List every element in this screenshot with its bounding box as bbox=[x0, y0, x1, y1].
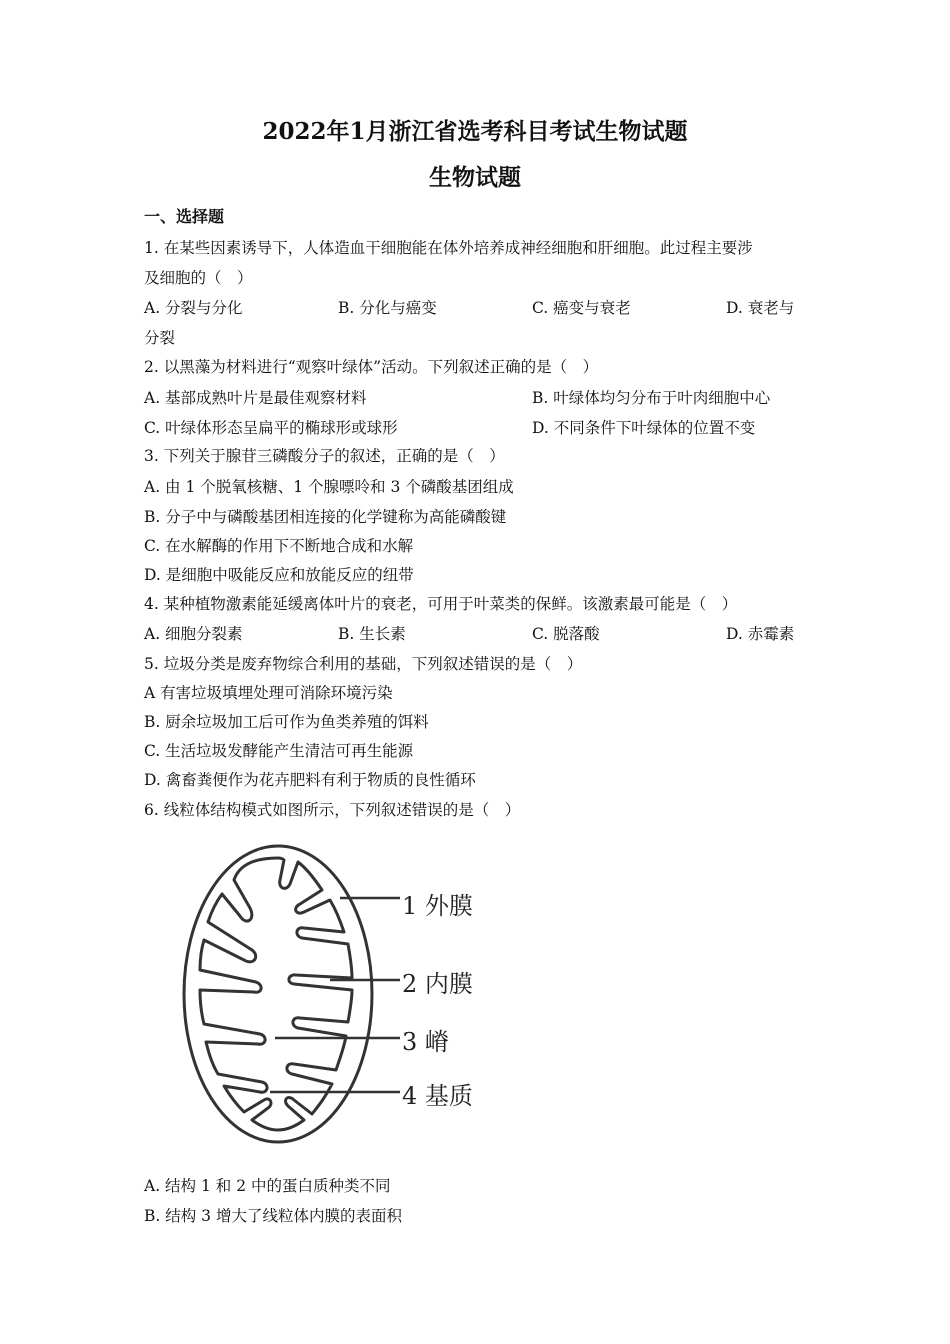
question-2-option-b: B. 叶绿体均匀分布于叶肉细胞中心 bbox=[532, 389, 771, 407]
question-4-option-a: A. 细胞分裂素 bbox=[144, 625, 243, 643]
question-1-stem-line1: 1. 在某些因素诱导下，人体造血干细胞能在体外培养成神经细胞和肝细胞。此过程主要涉 bbox=[144, 239, 753, 257]
question-2-option-a: A. 基部成熟叶片是最佳观察材料 bbox=[144, 389, 367, 407]
question-1-option-d: D. 衰老与 bbox=[726, 299, 795, 317]
figure-label-cristae: 3 嵴 bbox=[402, 1028, 449, 1056]
question-5-option-b: B. 厨余垃圾加工后可作为鱼类养殖的饵料 bbox=[144, 713, 429, 731]
question-2-option-d: D. 不同条件下叶绿体的位置不变 bbox=[532, 419, 756, 437]
question-5-option-a: A 有害垃圾填埋处理可消除环境污染 bbox=[144, 684, 393, 702]
question-2-option-c: C. 叶绿体形态呈扁平的椭球形或球形 bbox=[144, 419, 398, 437]
figure-label-outer-membrane: 1 外膜 bbox=[402, 892, 473, 920]
question-3-option-a: A. 由 1 个脱氧核糖、1 个腺嘌呤和 3 个磷酸基团组成 bbox=[144, 478, 514, 496]
question-5-option-c: C. 生活垃圾发酵能产生清洁可再生能源 bbox=[144, 742, 414, 760]
question-3-option-d: D. 是细胞中吸能反应和放能反应的纽带 bbox=[144, 566, 414, 584]
question-4-option-d: D. 赤霉素 bbox=[726, 625, 795, 643]
question-6-option-a: A. 结构 1 和 2 中的蛋白质种类不同 bbox=[144, 1177, 391, 1195]
question-3-option-c: C. 在水解酶的作用下不断地合成和水解 bbox=[144, 537, 414, 555]
question-3-option-b: B. 分子中与磷酸基团相连接的化学键称为高能磷酸键 bbox=[144, 508, 507, 526]
page-title: 2022年1月浙江省选考科目考试生物试题 bbox=[262, 118, 688, 145]
mitochondrion-diagram bbox=[180, 838, 520, 1168]
question-4-option-b: B. 生长素 bbox=[338, 625, 406, 643]
question-1-option-c: C. 癌变与衰老 bbox=[532, 299, 631, 317]
question-5-stem: 5. 垃圾分类是废弃物综合利用的基础，下列叙述错误的是（ ） bbox=[144, 655, 583, 673]
question-1-option-b: B. 分化与癌变 bbox=[338, 299, 437, 317]
question-1-option-d-wrap: 分裂 bbox=[144, 329, 176, 347]
outer-membrane bbox=[184, 846, 372, 1142]
inner-membrane bbox=[200, 858, 352, 1130]
question-3-stem: 3. 下列关于腺苷三磷酸分子的叙述，正确的是（ ） bbox=[144, 447, 505, 465]
page-subtitle: 生物试题 bbox=[429, 164, 521, 191]
question-4-option-c: C. 脱落酸 bbox=[532, 625, 600, 643]
question-1-option-a: A. 分裂与分化 bbox=[144, 299, 243, 317]
question-6-option-b: B. 结构 3 增大了线粒体内膜的表面积 bbox=[144, 1207, 402, 1225]
question-1-stem-line2: 及细胞的（ ） bbox=[144, 269, 253, 287]
section-heading: 一、选择题 bbox=[144, 207, 225, 226]
question-2-stem: 2. 以黑藻为材料进行“观察叶绿体”活动。下列叙述正确的是（ ） bbox=[144, 358, 599, 376]
figure-label-inner-membrane: 2 内膜 bbox=[402, 970, 473, 998]
question-6-stem: 6. 线粒体结构模式如图所示，下列叙述错误的是（ ） bbox=[144, 801, 521, 819]
question-4-stem: 4. 某种植物激素能延缓离体叶片的衰老，可用于叶菜类的保鲜。该激素最可能是（ ） bbox=[144, 595, 738, 613]
figure-label-matrix: 4 基质 bbox=[402, 1082, 473, 1110]
question-5-option-d: D. 禽畜粪便作为花卉肥料有利于物质的良性循环 bbox=[144, 771, 476, 789]
